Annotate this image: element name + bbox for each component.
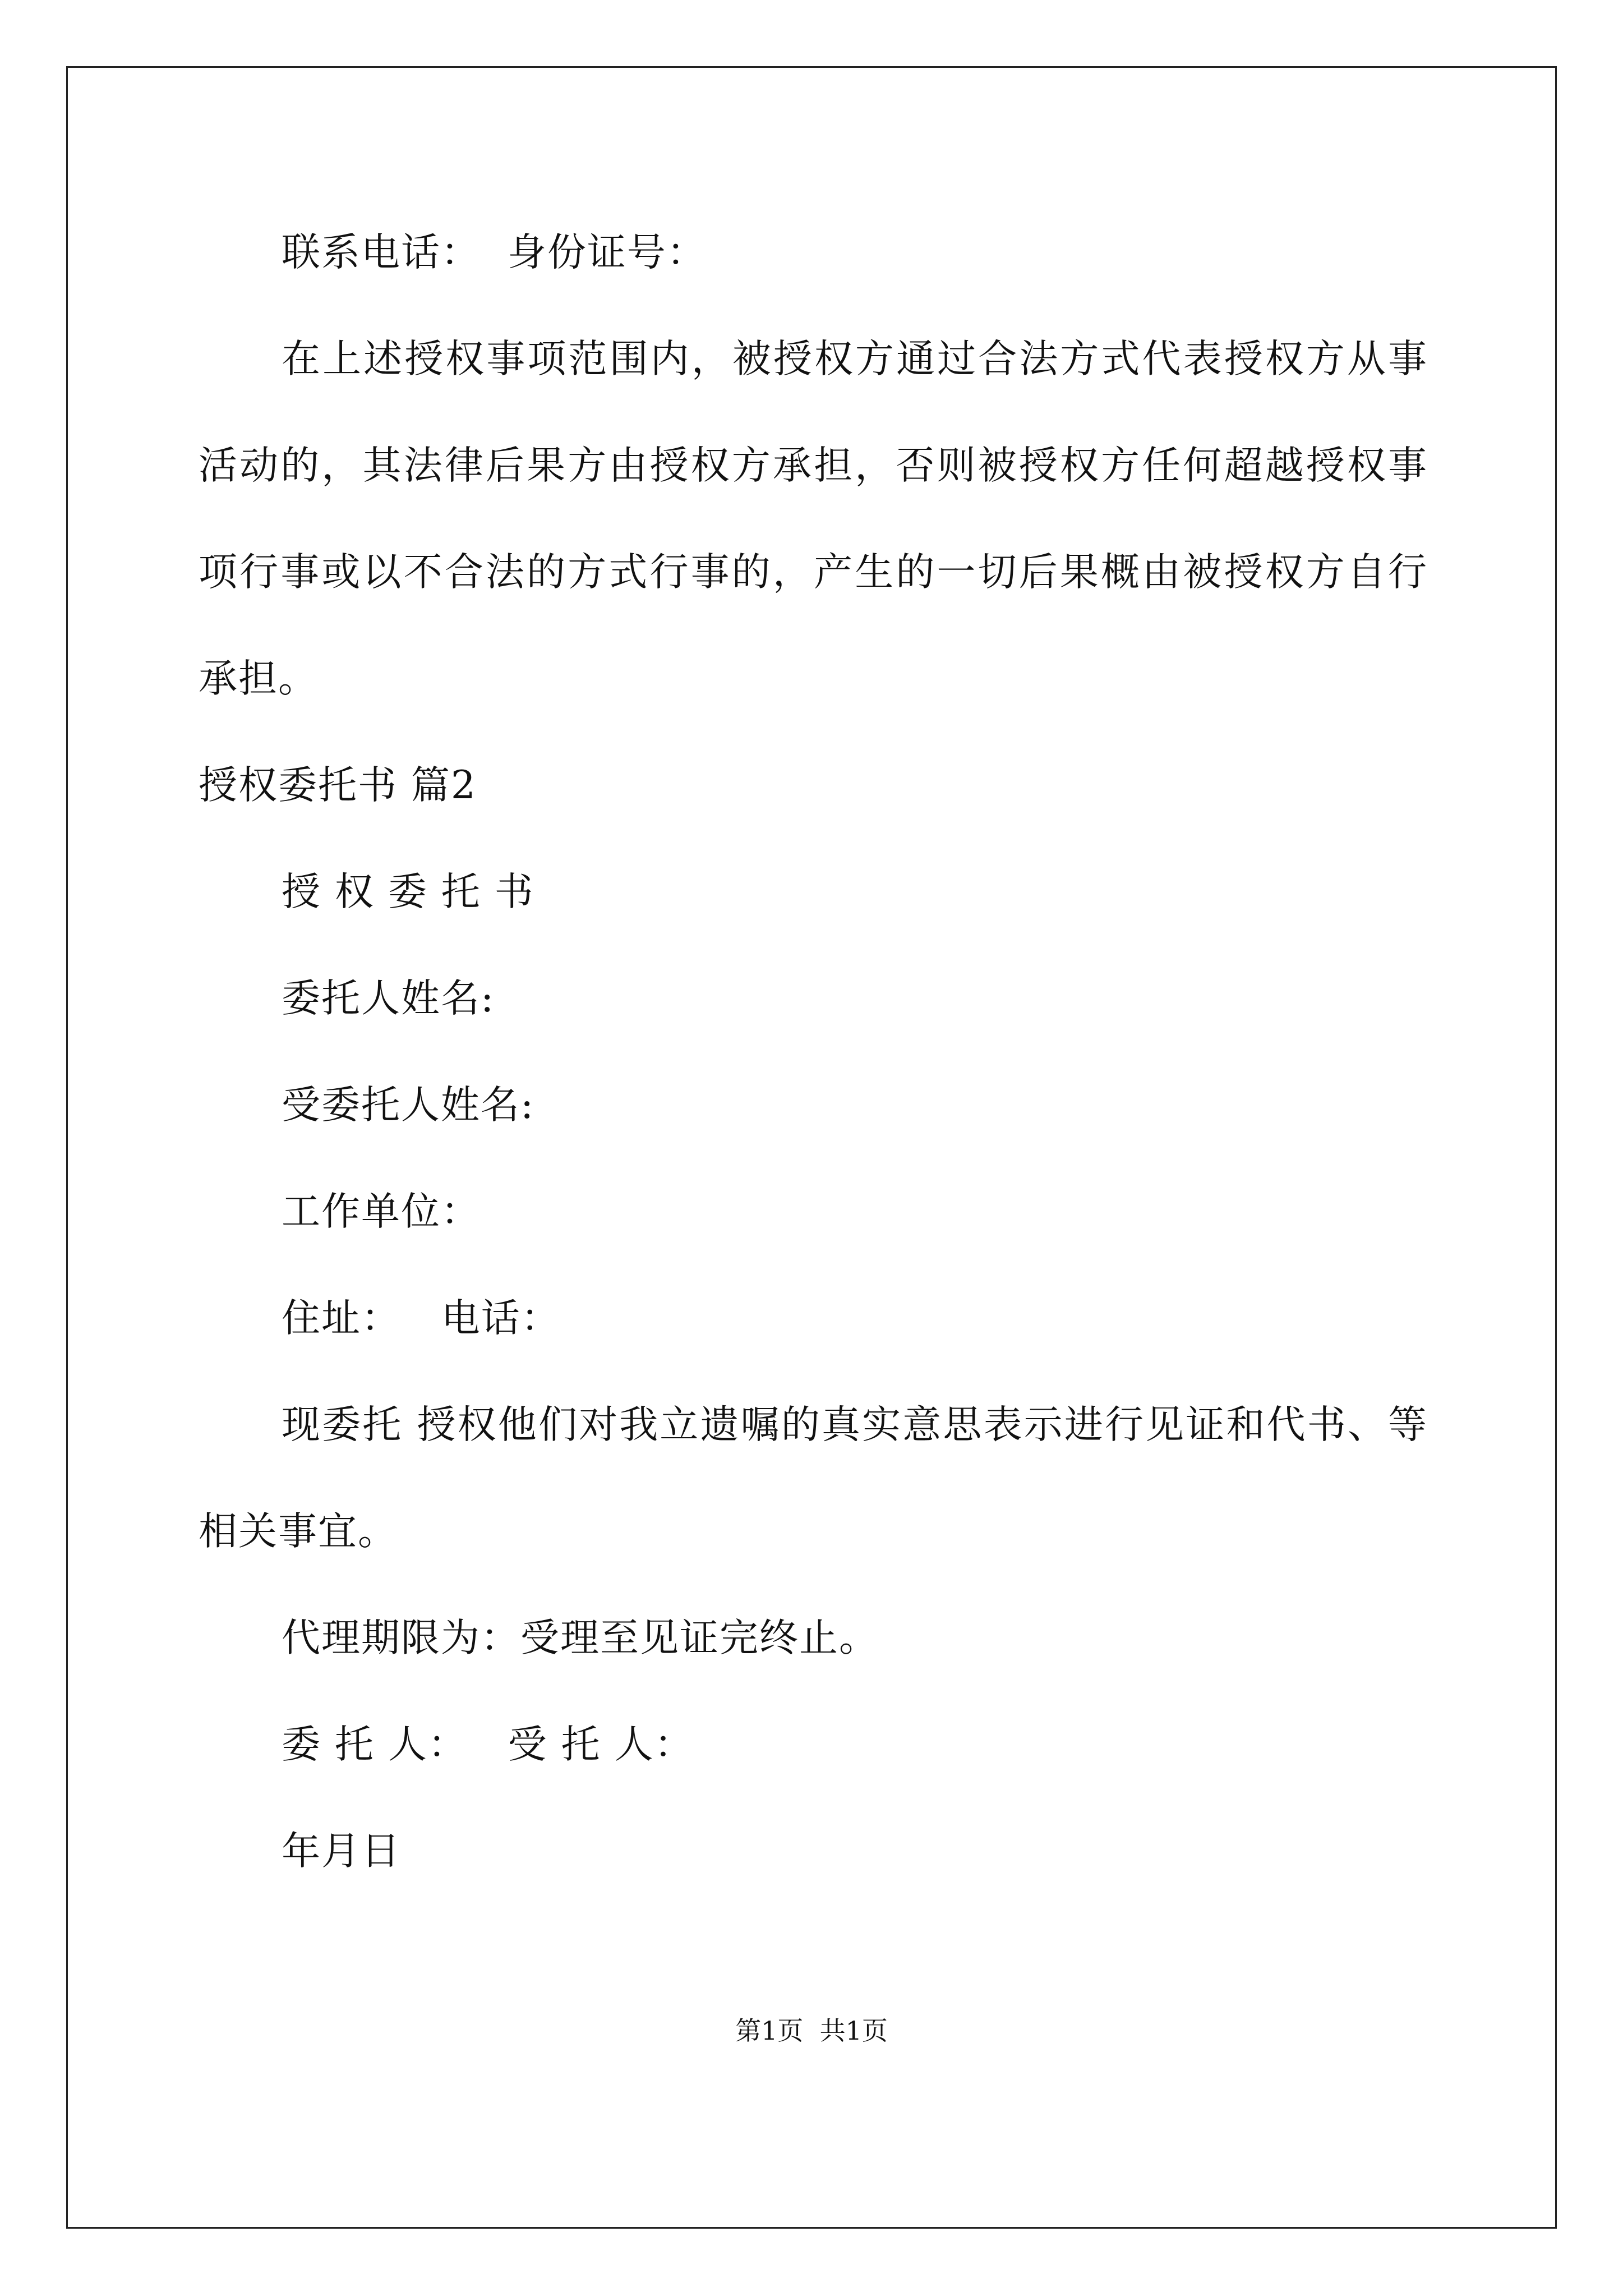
address-phone-line: 住址： 电话： xyxy=(282,1296,561,1341)
agency-period-line: 代理期限为：受理至见证完终止。 xyxy=(282,1616,879,1660)
page-border xyxy=(66,66,1557,2229)
paragraph-line: 相关事宜。 xyxy=(199,1509,398,1554)
section-heading: 授权委托书 篇2 xyxy=(199,763,477,808)
agent-name-line: 受委托人姓名: xyxy=(282,1083,535,1128)
paragraph-line: 承担。 xyxy=(199,656,318,701)
paragraph-line: 项行事或以不合法的方式行事的，产生的一切后果概由被授权方自行 xyxy=(199,550,1427,595)
principal-name-line: 委托人姓名: xyxy=(282,976,495,1021)
paragraph-line: 在上述授权事项范围内，被授权方通过合法方式代表授权方从事 xyxy=(282,337,1427,381)
signature-line: 委 托 人： 受 托 人： xyxy=(282,1722,694,1767)
page-footer: 第1页 共1页 xyxy=(735,2016,888,2046)
work-unit-line: 工作单位： xyxy=(282,1189,481,1234)
paragraph-line: 现委托 授权他们对我立遗嘱的真实意思表示进行见证和代书、等 xyxy=(282,1402,1427,1447)
paragraph-line: 活动的，其法律后果方由授权方承担，否则被授权方任何超越授权事 xyxy=(199,443,1427,488)
contact-phone-id-line: 联系电话： 身份证号： xyxy=(282,230,707,275)
date-line: 年月日 xyxy=(282,1829,401,1874)
document-title: 授 权 委 托 书 xyxy=(282,869,534,914)
